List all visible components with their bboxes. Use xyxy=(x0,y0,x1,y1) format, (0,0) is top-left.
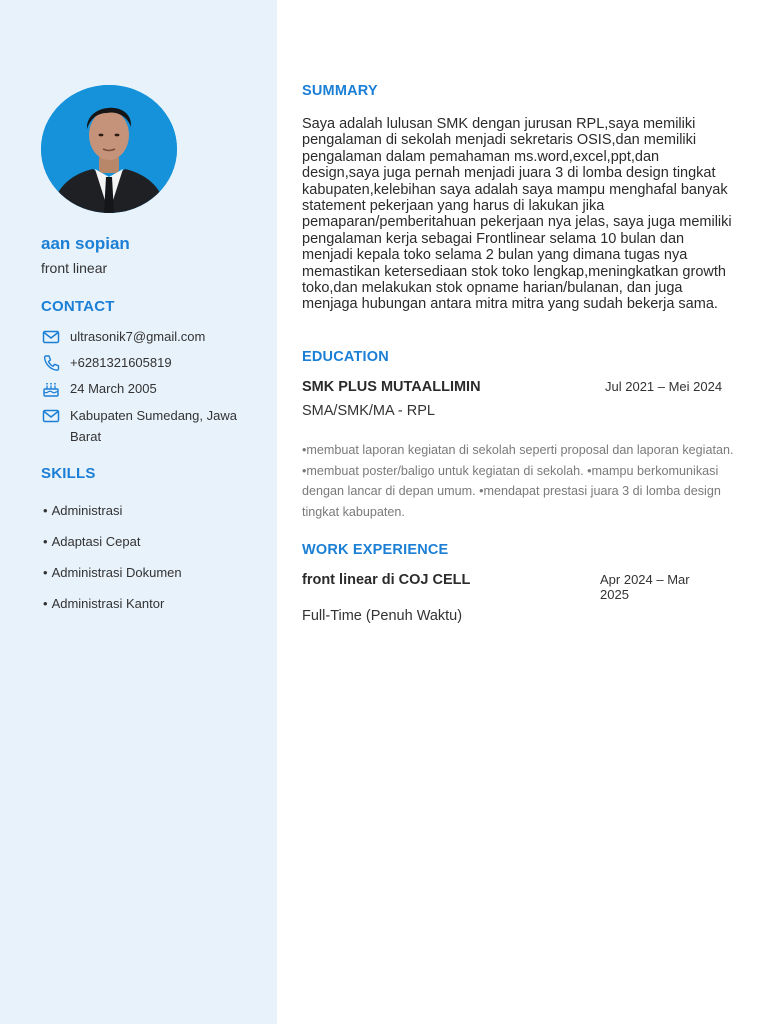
contact-birthdate xyxy=(41,379,261,400)
skill-label: Administrasi Kantor xyxy=(51,596,165,611)
envelope-icon xyxy=(41,406,61,426)
skill-label: Adaptasi Cepat xyxy=(51,534,141,549)
profile-name: aan sopian xyxy=(41,234,130,253)
skill-item: • Adaptasi Cepat xyxy=(43,534,141,549)
profile-role: front linear xyxy=(41,260,108,276)
contact-phone[interactable] xyxy=(41,353,261,374)
sidebar xyxy=(0,0,277,1024)
contact-email-text: ultrasonik7@gmail.com xyxy=(70,329,206,344)
envelope-icon xyxy=(41,327,61,347)
profile-photo xyxy=(41,85,177,213)
skill-item: • Administrasi Kantor xyxy=(43,596,165,611)
skills-heading: SKILLS xyxy=(41,465,96,482)
summary-text: Saya adalah lulusan SMK dengan jurusan RPL,saya memiliki pengalaman di sekolah menjadi sekretaris OSIS,dan memiliki pengalaman dalam pemahaman ms.word,excel,ppt,dan design,saya juga pernah menjadi juara 3 di lomba design tingkat kabupaten,kelebihan saya adalah saya mampu menghafal banyak statement pekerjaan yang harus di lakukan jika pemaparan/pemberitahuan pekerjaan nya jelas, saya juga memiliki pengalaman kerja sebagai Frontlinear selama 10 bulan dan menjadi kepala toko selama 2 bulan yang dimana tugas nya memastikan ketersediaan stok toko lengkap,meningkatkan growth toko,dan melakukan stok opname harian/bulanan, dan juga menjaga hubungan antara mitra mitra yang sudah bekerja sama. xyxy=(302,116,732,313)
work-type: Full-Time (Penuh Waktu) xyxy=(302,608,463,624)
phone-icon xyxy=(41,353,61,373)
work-dates: Apr 2024 – Mar 2025 xyxy=(600,572,690,602)
contact-email[interactable] xyxy=(41,327,261,348)
education-heading: EDUCATION xyxy=(302,349,389,365)
work-heading: WORK EXPERIENCE xyxy=(302,542,449,558)
skill-item: • Administrasi xyxy=(43,503,123,518)
contact-address-text: Kabupaten Sumedang, Jawa Barat xyxy=(70,408,237,444)
summary-heading: SUMMARY xyxy=(302,83,378,99)
contact-birthdate-text: 24 March 2005 xyxy=(70,381,157,396)
skill-label: Administrasi Dokumen xyxy=(51,565,182,580)
skill-item: • Administrasi Dokumen xyxy=(43,565,182,580)
education-school: SMK PLUS MUTAALLIMIN xyxy=(302,379,481,395)
contact-address xyxy=(41,406,261,447)
contact-heading: CONTACT xyxy=(41,298,115,315)
cake-icon xyxy=(41,379,61,399)
work-title: front linear di COJ CELL xyxy=(302,572,471,588)
skill-label: Administrasi xyxy=(51,503,123,518)
contact-phone-text: +6281321605819 xyxy=(70,355,172,370)
education-description: •membuat laporan kegiatan di sekolah seperti proposal dan laporan kegiatan. •membuat poster/baligo untuk kegiatan di sekolah. •mampu berkomunikasi dengan lancar di depan umum. •mendapat prestasi juara 3 di lomba design tingkat kabupaten. xyxy=(302,443,734,519)
education-degree: SMA/SMK/MA - RPL xyxy=(302,403,435,419)
education-dates: Jul 2021 – Mei 2024 xyxy=(605,379,723,394)
